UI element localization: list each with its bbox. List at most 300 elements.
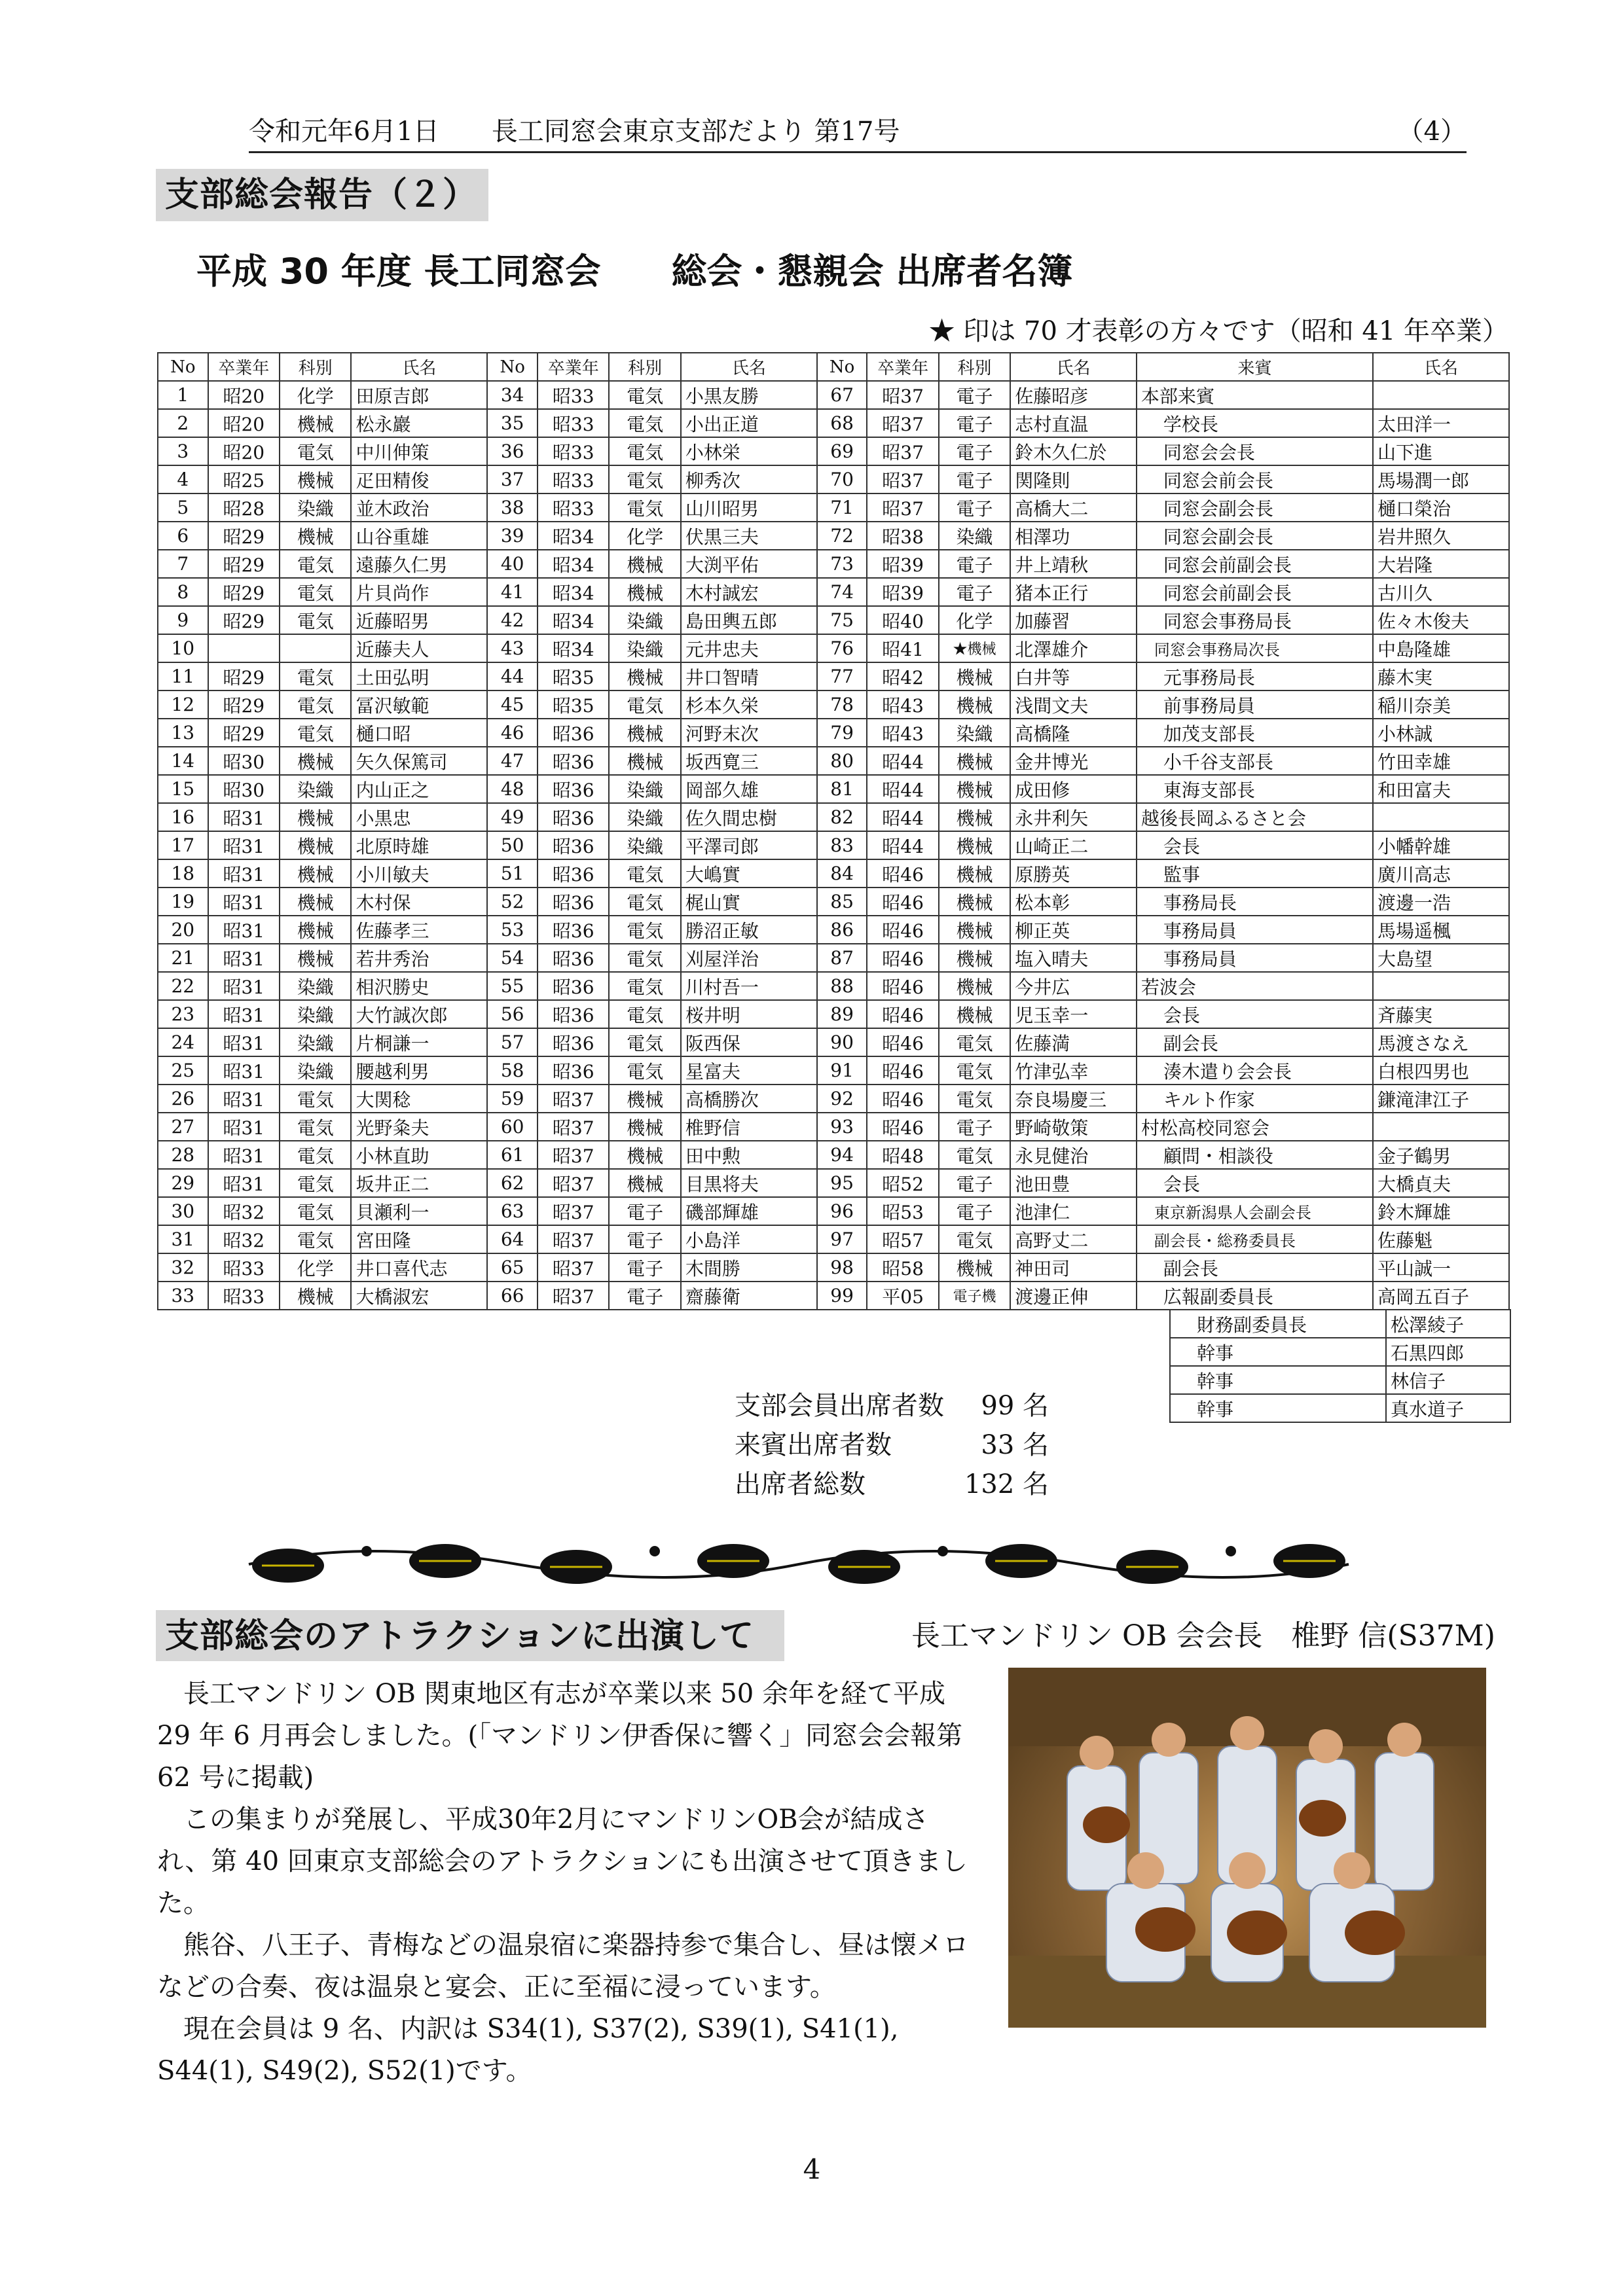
department: 機械: [280, 916, 351, 944]
member-no: 4: [158, 465, 208, 493]
guest-role: 東京新潟県人会副会長: [1137, 1197, 1373, 1225]
grad-year: 昭29: [208, 662, 280, 691]
grad-year: 昭46: [867, 1000, 938, 1028]
member-no: 88: [817, 972, 867, 1000]
grad-year: 昭34: [538, 606, 609, 634]
guest-name: 中島隆雄: [1373, 634, 1509, 662]
department: 電気: [939, 1085, 1010, 1113]
member-no: 90: [817, 1028, 867, 1056]
guest-name: 古川久: [1373, 578, 1509, 606]
member-no: 19: [158, 888, 208, 916]
member-name: 中川伸策: [351, 437, 487, 465]
member-no: 72: [817, 522, 867, 550]
guest-name: 岩井照久: [1373, 522, 1509, 550]
member-no: 69: [817, 437, 867, 465]
guest-name: 高岡五百子: [1373, 1282, 1509, 1310]
guest-name: 真水道子: [1386, 1394, 1510, 1422]
department: 電気: [280, 1169, 351, 1197]
department: 機械: [609, 1113, 680, 1141]
member-name: 関隆則: [1010, 465, 1137, 493]
table-row: [158, 662, 1509, 691]
grad-year: 昭20: [208, 409, 280, 437]
grad-year: 昭31: [208, 1056, 280, 1085]
guest-name: 大岩隆: [1373, 550, 1509, 578]
member-name: 大竹誠次郎: [351, 1000, 487, 1028]
grad-year: 昭30: [208, 775, 280, 803]
member-name: 小川敏夫: [351, 859, 487, 888]
department: 機械: [939, 1000, 1010, 1028]
table-row: [158, 944, 1509, 972]
column-header: 科別: [939, 353, 1010, 381]
member-name: 佐藤満: [1010, 1028, 1137, 1056]
member-no: 68: [817, 409, 867, 437]
department: 電子: [609, 1197, 680, 1225]
table-row: [158, 1169, 1509, 1197]
column-header: No: [817, 353, 867, 381]
department: 機械: [280, 944, 351, 972]
total-all-row: [735, 1465, 1049, 1504]
department: 機械: [280, 859, 351, 888]
grad-year: 昭37: [538, 1253, 609, 1282]
guest-role: 前事務局員: [1137, 691, 1373, 719]
guest-role: 越後長岡ふるさと会: [1137, 803, 1373, 831]
department: 機械: [280, 522, 351, 550]
member-no: 22: [158, 972, 208, 1000]
member-no: 20: [158, 916, 208, 944]
member-no: 91: [817, 1056, 867, 1085]
column-header: 科別: [280, 353, 351, 381]
grad-year: 昭40: [867, 606, 938, 634]
department: 電気: [609, 437, 680, 465]
grad-year: 昭31: [208, 944, 280, 972]
grad-year: 昭36: [538, 775, 609, 803]
total-value: 132 名: [964, 1469, 1049, 1499]
grad-year: 昭29: [208, 522, 280, 550]
guest-role: 湊木遣り会会長: [1137, 1056, 1373, 1085]
grad-year: 昭31: [208, 803, 280, 831]
member-no: 11: [158, 662, 208, 691]
grad-year: 昭34: [538, 522, 609, 550]
department: 電気: [609, 409, 680, 437]
grad-year: 昭37: [538, 1085, 609, 1113]
guest-name: 和田富夫: [1373, 775, 1509, 803]
department: 電気: [609, 972, 680, 1000]
mandolin-group-photo: [1008, 1668, 1486, 2028]
member-name: 大嶋實: [681, 859, 817, 888]
member-name: 貝瀬利一: [351, 1197, 487, 1225]
department: 機械: [280, 803, 351, 831]
grad-year: 昭36: [538, 747, 609, 775]
total-value: 99 名: [981, 1391, 1049, 1421]
header-left: 令和元年6月1日 長工同窓会東京支部だより 第17号: [249, 117, 900, 147]
grad-year: 昭42: [867, 662, 938, 691]
member-name: 奈良場慶三: [1010, 1085, 1137, 1113]
grad-year: 昭36: [538, 859, 609, 888]
guest-role: 同窓会事務局次長: [1137, 634, 1373, 662]
table-row: [158, 1197, 1509, 1225]
member-name: 大関稔: [351, 1085, 487, 1113]
member-name: 高橋大二: [1010, 493, 1137, 522]
member-no: 26: [158, 1085, 208, 1113]
grad-year: 昭37: [867, 465, 938, 493]
member-name: 並木政治: [351, 493, 487, 522]
member-no: 21: [158, 944, 208, 972]
grad-year: 昭35: [538, 662, 609, 691]
member-no: 10: [158, 634, 208, 662]
column-header: 卒業年: [538, 353, 609, 381]
department: 電気: [609, 493, 680, 522]
grad-year: 昭31: [208, 888, 280, 916]
member-no: 17: [158, 831, 208, 859]
table-row: [158, 437, 1509, 465]
guest-name: 稲川奈美: [1373, 691, 1509, 719]
grad-year: 昭46: [867, 859, 938, 888]
guest-role: 幹事: [1170, 1338, 1386, 1366]
page-number: 4: [803, 2153, 821, 2185]
member-name: 野崎敬策: [1010, 1113, 1137, 1141]
department: 機械: [939, 803, 1010, 831]
member-no: 65: [487, 1253, 538, 1282]
department: 電気: [609, 888, 680, 916]
table-row: [158, 1085, 1509, 1113]
department: 電気: [609, 691, 680, 719]
member-no: 7: [158, 550, 208, 578]
department: 染織: [609, 803, 680, 831]
member-no: 8: [158, 578, 208, 606]
paragraph: 現在会員は 9 名、内訳は S34(1), S37(2), S39(1), S41(1), S44(1), S49(2), S52(1)です。: [157, 2014, 899, 2086]
department: 機械: [280, 888, 351, 916]
member-name: 神田司: [1010, 1253, 1137, 1282]
member-no: 47: [487, 747, 538, 775]
grad-year: 昭28: [208, 493, 280, 522]
guest-role: 小千谷支部長: [1137, 747, 1373, 775]
member-name: 志村直温: [1010, 409, 1137, 437]
department: 機械: [280, 1282, 351, 1310]
member-name: 井上靖秋: [1010, 550, 1137, 578]
member-name: 高野丈二: [1010, 1225, 1137, 1253]
grad-year: 昭46: [867, 972, 938, 1000]
table-row: [158, 606, 1509, 634]
grad-year: 昭31: [208, 859, 280, 888]
grad-year: 昭20: [208, 437, 280, 465]
department: 機械: [609, 662, 680, 691]
grad-year: 昭29: [208, 719, 280, 747]
guest-name: 樋口榮治: [1373, 493, 1509, 522]
grad-year: 昭37: [538, 1113, 609, 1141]
member-no: 24: [158, 1028, 208, 1056]
grad-year: 昭46: [867, 888, 938, 916]
department: 電子: [939, 465, 1010, 493]
member-no: 13: [158, 719, 208, 747]
member-no: 42: [487, 606, 538, 634]
member-no: 98: [817, 1253, 867, 1282]
paragraph: 熊谷、八王子、青梅などの温泉宿に楽器持参で集合し、昼は懐メロなどの合奏、夜は温泉と宴会、正に至福に浸っています。: [157, 1930, 969, 2002]
table-row: [158, 803, 1509, 831]
member-name: 大橋淑宏: [351, 1282, 487, 1310]
table-row: [158, 1028, 1509, 1056]
member-no: 23: [158, 1000, 208, 1028]
member-name: 小林直助: [351, 1141, 487, 1169]
member-no: 70: [817, 465, 867, 493]
department: 染織: [939, 719, 1010, 747]
member-no: 75: [817, 606, 867, 634]
department: 電気: [280, 719, 351, 747]
table-row: [158, 691, 1509, 719]
grad-year: 昭34: [538, 578, 609, 606]
grad-year: 昭30: [208, 747, 280, 775]
member-no: 33: [158, 1282, 208, 1310]
member-no: 5: [158, 493, 208, 522]
department: 電気: [280, 550, 351, 578]
grad-year: 昭39: [867, 578, 938, 606]
department: 機械: [939, 972, 1010, 1000]
member-name: 浅間文夫: [1010, 691, 1137, 719]
column-header: 卒業年: [867, 353, 938, 381]
grad-year: 昭29: [208, 578, 280, 606]
guest-role: 事務局員: [1137, 944, 1373, 972]
grad-year: 昭44: [867, 775, 938, 803]
member-name: 木間勝: [681, 1253, 817, 1282]
guest-role: 学校長: [1137, 409, 1373, 437]
grad-year: 昭31: [208, 1000, 280, 1028]
grad-year: 昭20: [208, 381, 280, 409]
table-row: [1170, 1338, 1510, 1366]
guest-role: 会長: [1137, 831, 1373, 859]
department: 機械: [939, 1253, 1010, 1282]
department: 電子: [939, 1197, 1010, 1225]
department: 電気: [280, 578, 351, 606]
member-name: 元井忠夫: [681, 634, 817, 662]
guest-role: 同窓会副会長: [1137, 493, 1373, 522]
guest-name: 石黒四郎: [1386, 1338, 1510, 1366]
member-name: 片桐謙一: [351, 1028, 487, 1056]
department: 電気: [280, 1225, 351, 1253]
department: 染織: [939, 522, 1010, 550]
total-label: 出席者総数: [735, 1469, 866, 1499]
paragraph: 長工マンドリン OB 関東地区有志が卒業以来 50 余年を経て平成 29 年 6 月再会しました。(「マンドリン伊香保に響く」同窓会会報第 62 号に掲載): [157, 1679, 963, 1793]
department: 電気: [280, 437, 351, 465]
member-no: 58: [487, 1056, 538, 1085]
grad-year: 昭34: [538, 550, 609, 578]
member-no: 77: [817, 662, 867, 691]
member-no: 97: [817, 1225, 867, 1253]
member-name: 佐久間忠樹: [681, 803, 817, 831]
member-no: 14: [158, 747, 208, 775]
member-name: 白井等: [1010, 662, 1137, 691]
member-no: 40: [487, 550, 538, 578]
guest-role: 東海支部長: [1137, 775, 1373, 803]
member-name: 勝沼正敏: [681, 916, 817, 944]
guest-name: 鈴木輝雄: [1373, 1197, 1509, 1225]
member-no: 60: [487, 1113, 538, 1141]
paragraph: この集まりが発展し、平成30年2月にマンドリンOB会が結成され、第 40 回東京支部総会のアトラクションにも出演させて頂きました。: [157, 1804, 968, 1918]
member-no: 87: [817, 944, 867, 972]
member-no: 53: [487, 916, 538, 944]
member-name: 近藤昭男: [351, 606, 487, 634]
grad-year: 昭44: [867, 831, 938, 859]
grad-year: 昭31: [208, 1085, 280, 1113]
grad-year: 昭37: [867, 409, 938, 437]
department: 化学: [609, 522, 680, 550]
department: 機械: [939, 944, 1010, 972]
member-no: 1: [158, 381, 208, 409]
member-no: 15: [158, 775, 208, 803]
grad-year: 昭33: [538, 381, 609, 409]
department: 機械: [609, 1141, 680, 1169]
grad-year: 昭25: [208, 465, 280, 493]
table-row: [158, 916, 1509, 944]
member-no: 43: [487, 634, 538, 662]
member-no: 51: [487, 859, 538, 888]
member-name: 高橋隆: [1010, 719, 1137, 747]
section-heading-report: 支部総会報告（２）: [156, 169, 488, 221]
department: 電子: [609, 1253, 680, 1282]
department: 染織: [280, 1056, 351, 1085]
department: 電気: [939, 1141, 1010, 1169]
department: 機械: [939, 888, 1010, 916]
guest-role: 会長: [1137, 1169, 1373, 1197]
member-no: 6: [158, 522, 208, 550]
department: 電気: [280, 662, 351, 691]
department: [280, 634, 351, 662]
table-row: [158, 634, 1509, 662]
member-name: 刈屋洋治: [681, 944, 817, 972]
grad-year: 昭37: [538, 1282, 609, 1310]
table-row: [158, 1000, 1509, 1028]
grad-year: 昭36: [538, 803, 609, 831]
member-no: 38: [487, 493, 538, 522]
grad-year: 昭46: [867, 1056, 938, 1085]
member-name: 原勝英: [1010, 859, 1137, 888]
table-row: [158, 719, 1509, 747]
grad-year: 昭33: [538, 437, 609, 465]
member-no: 27: [158, 1113, 208, 1141]
member-name: 岡部久雄: [681, 775, 817, 803]
grad-year: 昭37: [867, 381, 938, 409]
guest-name: 小林誠: [1373, 719, 1509, 747]
grad-year: 昭41: [867, 634, 938, 662]
column-header: No: [487, 353, 538, 381]
member-name: 冨沢敏範: [351, 691, 487, 719]
grad-year: 昭48: [867, 1141, 938, 1169]
table-row: [158, 522, 1509, 550]
member-no: 89: [817, 1000, 867, 1028]
table-row: [158, 381, 1509, 409]
member-no: 76: [817, 634, 867, 662]
grad-year: 昭36: [538, 1028, 609, 1056]
member-no: 25: [158, 1056, 208, 1085]
member-name: 山谷重雄: [351, 522, 487, 550]
guest-role: 顧問・相談役: [1137, 1141, 1373, 1169]
department: 染織: [280, 1000, 351, 1028]
header-page: （4）: [1397, 117, 1467, 147]
table-row: [1170, 1394, 1510, 1422]
member-no: 2: [158, 409, 208, 437]
member-no: 85: [817, 888, 867, 916]
department: 電気: [609, 381, 680, 409]
department: 機械: [609, 747, 680, 775]
member-no: 79: [817, 719, 867, 747]
grad-year: 昭36: [538, 1056, 609, 1085]
grad-year: 昭36: [538, 916, 609, 944]
member-name: 永井利矢: [1010, 803, 1137, 831]
member-no: 82: [817, 803, 867, 831]
table-row: [158, 888, 1509, 916]
grad-year: 昭37: [538, 1197, 609, 1225]
guest-name: [1373, 803, 1509, 831]
grad-year: 昭46: [867, 944, 938, 972]
department: 電子: [939, 381, 1010, 409]
column-header: 氏名: [681, 353, 817, 381]
total-value: 33 名: [981, 1430, 1049, 1460]
guest-name: 竹田幸雄: [1373, 747, 1509, 775]
member-name: 井口智晴: [681, 662, 817, 691]
table-row: [158, 578, 1509, 606]
guest-name: 佐々木俊夫: [1373, 606, 1509, 634]
member-no: 34: [487, 381, 538, 409]
guest-name: 林信子: [1386, 1366, 1510, 1394]
member-name: 木村保: [351, 888, 487, 916]
department: 電気: [609, 1056, 680, 1085]
department: 機械: [939, 662, 1010, 691]
grad-year: 昭43: [867, 719, 938, 747]
member-name: 木村誠宏: [681, 578, 817, 606]
guest-role: 副会長・総務委員長: [1137, 1225, 1373, 1253]
member-name: 金井博光: [1010, 747, 1137, 775]
department: 機械: [939, 775, 1010, 803]
member-no: 95: [817, 1169, 867, 1197]
department: 電子機: [939, 1282, 1010, 1310]
department: 電気: [609, 1028, 680, 1056]
member-name: 井口喜代志: [351, 1253, 487, 1282]
guest-name: 山下進: [1373, 437, 1509, 465]
member-name: 磯部輝雄: [681, 1197, 817, 1225]
grad-year: 昭58: [867, 1253, 938, 1282]
member-no: 55: [487, 972, 538, 1000]
table-row: [1170, 1310, 1510, 1338]
department: 染織: [609, 634, 680, 662]
guest-name: 鎌滝津江子: [1373, 1085, 1509, 1113]
table-row: [158, 1225, 1509, 1253]
table-row: [158, 831, 1509, 859]
member-name: 内山正之: [351, 775, 487, 803]
grad-year: 昭36: [538, 831, 609, 859]
member-name: 相澤功: [1010, 522, 1137, 550]
member-name: 伏黒三夫: [681, 522, 817, 550]
guest-name: 藤木実: [1373, 662, 1509, 691]
member-name: 永見健治: [1010, 1141, 1137, 1169]
member-no: 61: [487, 1141, 538, 1169]
member-no: 86: [817, 916, 867, 944]
member-no: 30: [158, 1197, 208, 1225]
department: 化学: [939, 606, 1010, 634]
column-header: 氏名: [351, 353, 487, 381]
guest-name: 佐藤魁: [1373, 1225, 1509, 1253]
department: 電子: [939, 578, 1010, 606]
guest-role: 元事務局長: [1137, 662, 1373, 691]
guest-role: 副会長: [1137, 1253, 1373, 1282]
member-name: 大渕平佑: [681, 550, 817, 578]
member-name: 梶山實: [681, 888, 817, 916]
guest-role: 監事: [1137, 859, 1373, 888]
total-guests-row: [735, 1426, 1049, 1465]
guest-name: 馬場遥楓: [1373, 916, 1509, 944]
member-name: 鈴木久仁於: [1010, 437, 1137, 465]
member-name: 河野末次: [681, 719, 817, 747]
guest-role: 加茂支部長: [1137, 719, 1373, 747]
table-row: [158, 1253, 1509, 1282]
department: 機械: [609, 1169, 680, 1197]
